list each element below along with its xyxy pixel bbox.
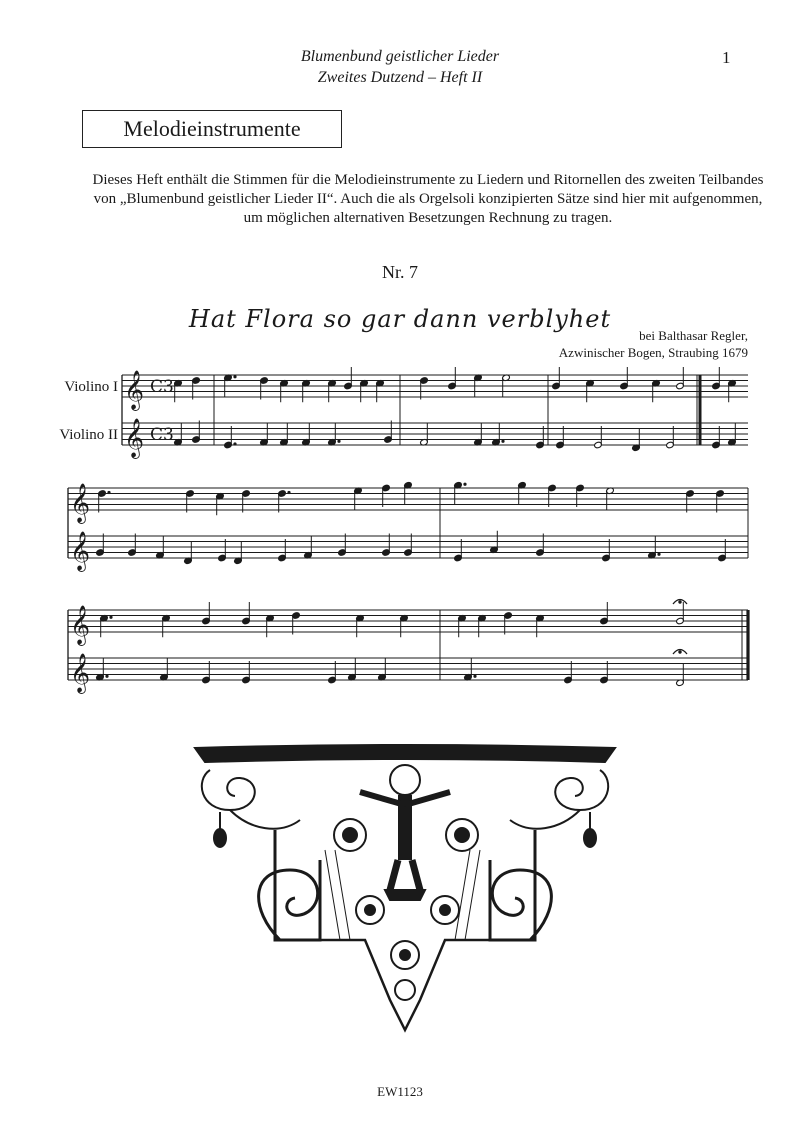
time-signature: C3: [150, 377, 174, 397]
dot: [234, 376, 236, 378]
dot: [288, 491, 290, 493]
time-signature: C3: [150, 425, 174, 445]
dot: [110, 616, 112, 618]
dot: [658, 553, 660, 555]
header-title: Blumenbund geistlicher Lieder: [300, 48, 500, 65]
fermata-dot: [679, 601, 681, 603]
treble-clef: 𝄞: [70, 653, 91, 693]
dot: [338, 440, 340, 442]
treble-clef: 𝄞: [70, 531, 91, 571]
dot: [502, 440, 504, 442]
dot: [234, 443, 236, 445]
instrument-label-violino-2: Violino II: [59, 427, 118, 443]
page-number: 1: [722, 48, 731, 67]
fermata-dot: [679, 651, 681, 653]
treble-clef: 𝄞: [70, 605, 91, 645]
dot: [464, 483, 466, 485]
piece-number: Nr. 7: [382, 262, 418, 282]
dot: [474, 675, 476, 677]
dot: [106, 675, 108, 677]
treble-clef: 𝄞: [70, 483, 91, 523]
header-subtitle: Zweites Dutzend – Heft II: [317, 69, 483, 86]
intro-line-2: von „Blumenbund geistlicher Lieder II“. Auch die als Orgelsoli konzipierten Sätze sind hier mit aufgenommen,: [93, 191, 763, 207]
treble-clef: 𝄞: [124, 418, 145, 458]
intro-line-1: Dieses Heft enthält die Stimmen für die Melodieinstrumente zu Liedern und Ritornellen des zweiten Teilbandes: [92, 172, 764, 188]
source-line-2: Azwinischer Bogen, Straubing 1679: [558, 345, 748, 360]
intro-line-3: um möglichen alternativen Besetzungen Rechnung zu tragen.: [243, 210, 613, 226]
ornament-engraving: [190, 740, 620, 1040]
source-line-1: bei Balthasar Regler,: [639, 328, 748, 343]
catalog-code: EW1123: [377, 1084, 423, 1099]
piece-title: Hat Flora so gar dann verblyhet: [188, 305, 612, 333]
treble-clef: 𝄞: [124, 370, 145, 410]
instrument-label-violino-1: Violino I: [64, 379, 118, 395]
dot: [108, 491, 110, 493]
section-title-box: Melodieinstrumente: [82, 110, 342, 148]
